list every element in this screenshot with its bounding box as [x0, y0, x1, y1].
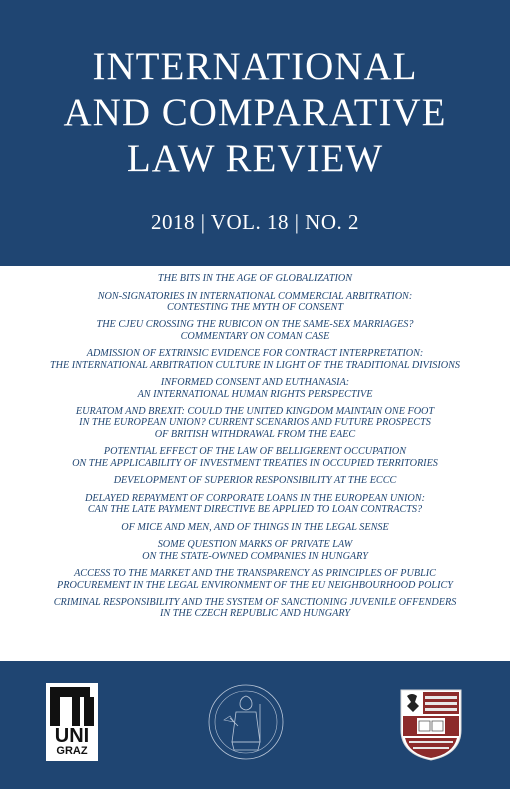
contents-item — [14, 493, 496, 516]
masthead — [0, 0, 510, 266]
contents-item — [14, 377, 496, 400]
contents-item-line: PROCUREMENT IN THE LEGAL ENVIRONMENT OF THE EU NEIGHBOURHOOD POLICY — [57, 579, 453, 591]
contents-item-line: ON THE STATE-OWNED COMPANIES IN HUNGARY — [142, 550, 368, 562]
title-line-2: AND COMPARATIVE — [63, 91, 447, 134]
contents-item-line: ON THE APPLICABILITY OF INVESTMENT TREATIES IN OCCUPIED TERRITORIES — [72, 457, 438, 469]
seal-icon — [206, 682, 286, 762]
contents-item-line: OF MICE AND MEN, AND OF THINGS IN THE LEGAL SENSE — [121, 521, 389, 533]
contents-item — [14, 406, 496, 440]
uni-graz-line1: UNI — [54, 725, 90, 747]
title-line-3: LAW REVIEW — [126, 137, 384, 180]
contents-item — [14, 539, 496, 562]
contents-item-line: THE INTERNATIONAL ARBITRATION CULTURE IN LIGHT OF THE TRADITIONAL DIVISIONS — [49, 359, 461, 371]
contents-item-line: CAN THE LATE PAYMENT DIRECTIVE BE APPLIED TO LOAN CONTRACTS? — [87, 504, 423, 516]
contents-panel — [0, 266, 510, 661]
contents-item-line: ADMISSION OF EXTRINSIC EVIDENCE FOR CONTRACT INTERPRETATION: — [86, 348, 424, 360]
contents-item-line: DELAYED REPAYMENT OF CORPORATE LOANS IN THE EUROPEAN UNION: — [85, 492, 425, 504]
contents-item-line: CRIMINAL RESPONSIBILITY AND THE SYSTEM OF SANCTIONING JUVENILE OFFENDERS — [53, 597, 457, 609]
contents-item-line: INFORMED CONSENT AND EUTHANASIA: — [160, 377, 350, 389]
uni-graz-line2: GRAZ — [56, 745, 88, 757]
contents-item-line: ACCESS TO THE MARKET AND THE TRANSPARENCY AS PRINCIPLES OF PUBLIC — [74, 568, 436, 580]
contents-item — [14, 475, 496, 486]
uni-graz-logo — [46, 683, 98, 761]
contents-item-line: IN THE CZECH REPUBLIC AND HUNGARY — [159, 608, 351, 620]
contents-item — [14, 522, 496, 533]
contents-item-line: THE CJEU CROSSING THE RUBICON ON THE SAME-SEX MARRIAGES? — [96, 319, 414, 331]
contents-item — [14, 446, 496, 469]
contents-item-line: THE BITS IN THE AGE OF GLOBALIZATION — [157, 273, 353, 284]
contents-item-line: OF BRITISH WITHDRAWAL FROM THE EAEC — [154, 428, 356, 440]
contents-item-line: COMMENTARY ON COMAN CASE — [180, 330, 330, 342]
contents-item-line: EURATOM AND BREXIT: COULD THE UNITED KINGDOM MAINTAIN ONE FOOT — [75, 406, 435, 418]
title-line-1: INTERNATIONAL — [92, 45, 418, 88]
contents-item — [14, 273, 496, 284]
table-of-contents — [0, 266, 510, 620]
journal-title — [0, 44, 510, 182]
contents-item-line: IN THE EUROPEAN UNION? CURRENT SCENARIOS AND FUTURE PROSPECTS — [79, 417, 431, 429]
contents-item-line: AN INTERNATIONAL HUMAN RIGHTS PERSPECTIVE — [137, 388, 373, 400]
contents-item — [14, 568, 496, 591]
contents-item-line: POTENTIAL EFFECT OF THE LAW OF BELLIGERENT OCCUPATION — [103, 446, 407, 458]
contents-item — [14, 319, 496, 342]
issue-info: 2018 | VOL. 18 | NO. 2 — [150, 210, 360, 234]
contents-item — [14, 348, 496, 371]
contents-item-line: DEVELOPMENT OF SUPERIOR RESPONSIBILITY AT THE ECCC — [113, 475, 397, 487]
contents-item — [14, 597, 496, 620]
contents-item-line: SOME QUESTION MARKS OF PRIVATE LAW — [157, 539, 353, 551]
uni-graz-mark-icon — [46, 683, 98, 730]
crest-icon — [399, 688, 463, 762]
contents-item-line: CONTESTING THE MYTH OF CONSENT — [166, 301, 344, 313]
contents-item — [14, 291, 496, 314]
contents-item-line: NON-SIGNATORIES IN INTERNATIONAL COMMERCIAL ARBITRATION: — [97, 290, 413, 302]
